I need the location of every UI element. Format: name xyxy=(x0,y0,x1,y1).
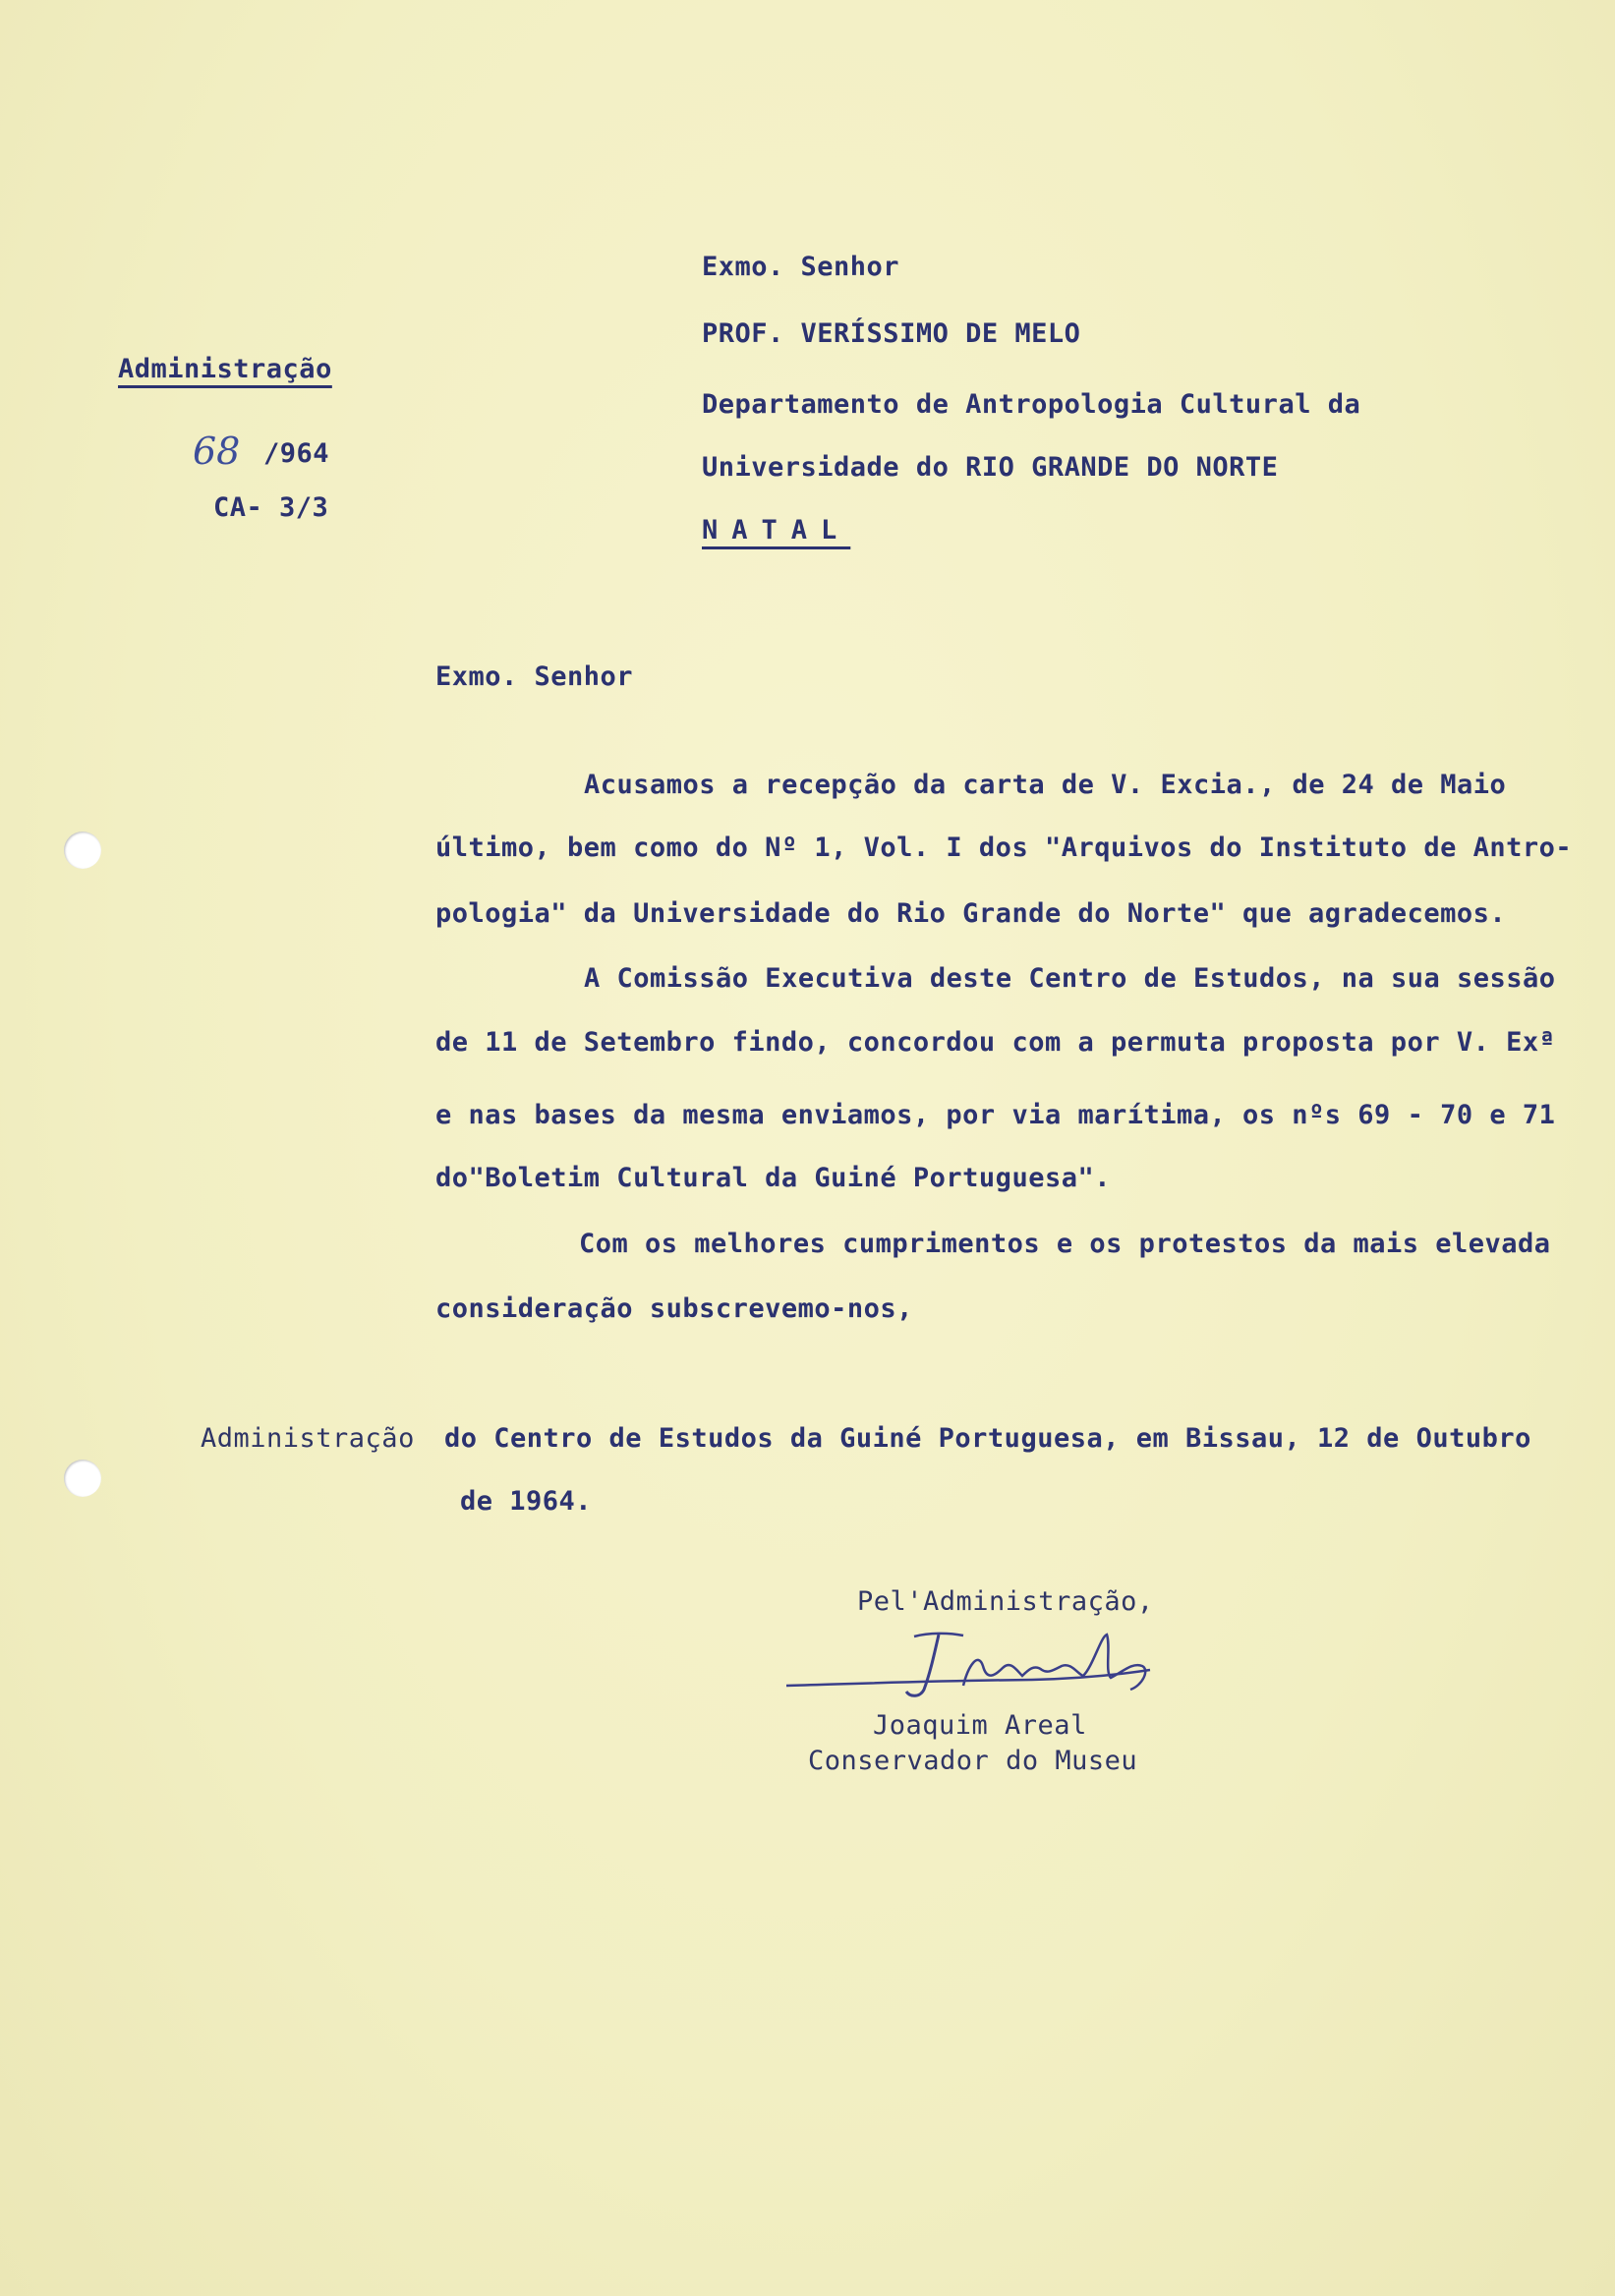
recipient-city: NATAL xyxy=(702,515,851,545)
recipient-university: Universidade do RIO GRANDE DO NORTE xyxy=(702,452,1279,483)
letter-greeting: Exmo. Senhor xyxy=(435,661,634,692)
signature-per: Pel'Administração, xyxy=(857,1586,1154,1617)
body-p2-line4: do"Boletim Cultural da Guiné Portuguesa". xyxy=(435,1163,1111,1193)
reference-code: CA- 3/3 xyxy=(213,492,329,523)
body-p3-line1: Com os melhores cumprimentos e os protestos da mais elevada xyxy=(579,1229,1551,1259)
punch-hole-bottom xyxy=(64,1460,101,1497)
reference-handwritten-number: 68 xyxy=(193,430,241,473)
signatory-name: Joaquim Areal xyxy=(873,1710,1087,1741)
body-p2-line2: de 11 de Setembro findo, concordou com a permuta proposta por V. Exª xyxy=(435,1027,1556,1058)
recipient-salutation: Exmo. Senhor xyxy=(702,252,900,282)
recipient-department: Departamento de Antropologia Cultural da xyxy=(702,389,1361,420)
reference-year: /964 xyxy=(263,438,330,469)
reference-office: Administração xyxy=(118,354,332,384)
body-p2-line3: e nas bases da mesma enviamos, por via marítima, os nºs 69 - 70 e 71 xyxy=(435,1100,1556,1130)
body-p3-line2: consideração subscrevemo-nos, xyxy=(435,1293,913,1324)
body-p1-line2: último, bem como do Nº 1, Vol. I dos "Arquivos do Instituto de Antro- xyxy=(435,832,1573,863)
body-p1-line1: Acusamos a recepção da carta de V. Excia., de 24 de Maio xyxy=(584,770,1507,800)
signatory-title: Conservador do Museu xyxy=(808,1746,1138,1776)
body-p1-line3: pologia" da Universidade do Rio Grande do Norte" que agradecemos. xyxy=(435,898,1507,929)
closing-line1: do Centro de Estudos da Guiné Portuguesa, em Bissau, 12 de Outubro xyxy=(444,1423,1531,1454)
closing-admin-label: Administração xyxy=(201,1423,415,1454)
closing-line2: de 1964. xyxy=(460,1486,593,1517)
recipient-name: PROF. VERÍSSIMO DE MELO xyxy=(702,318,1081,349)
punch-hole-top xyxy=(64,832,101,869)
body-p2-line1: A Comissão Executiva deste Centro de Estudos, na sua sessão xyxy=(584,963,1556,994)
handwritten-signature xyxy=(777,1627,1189,1715)
